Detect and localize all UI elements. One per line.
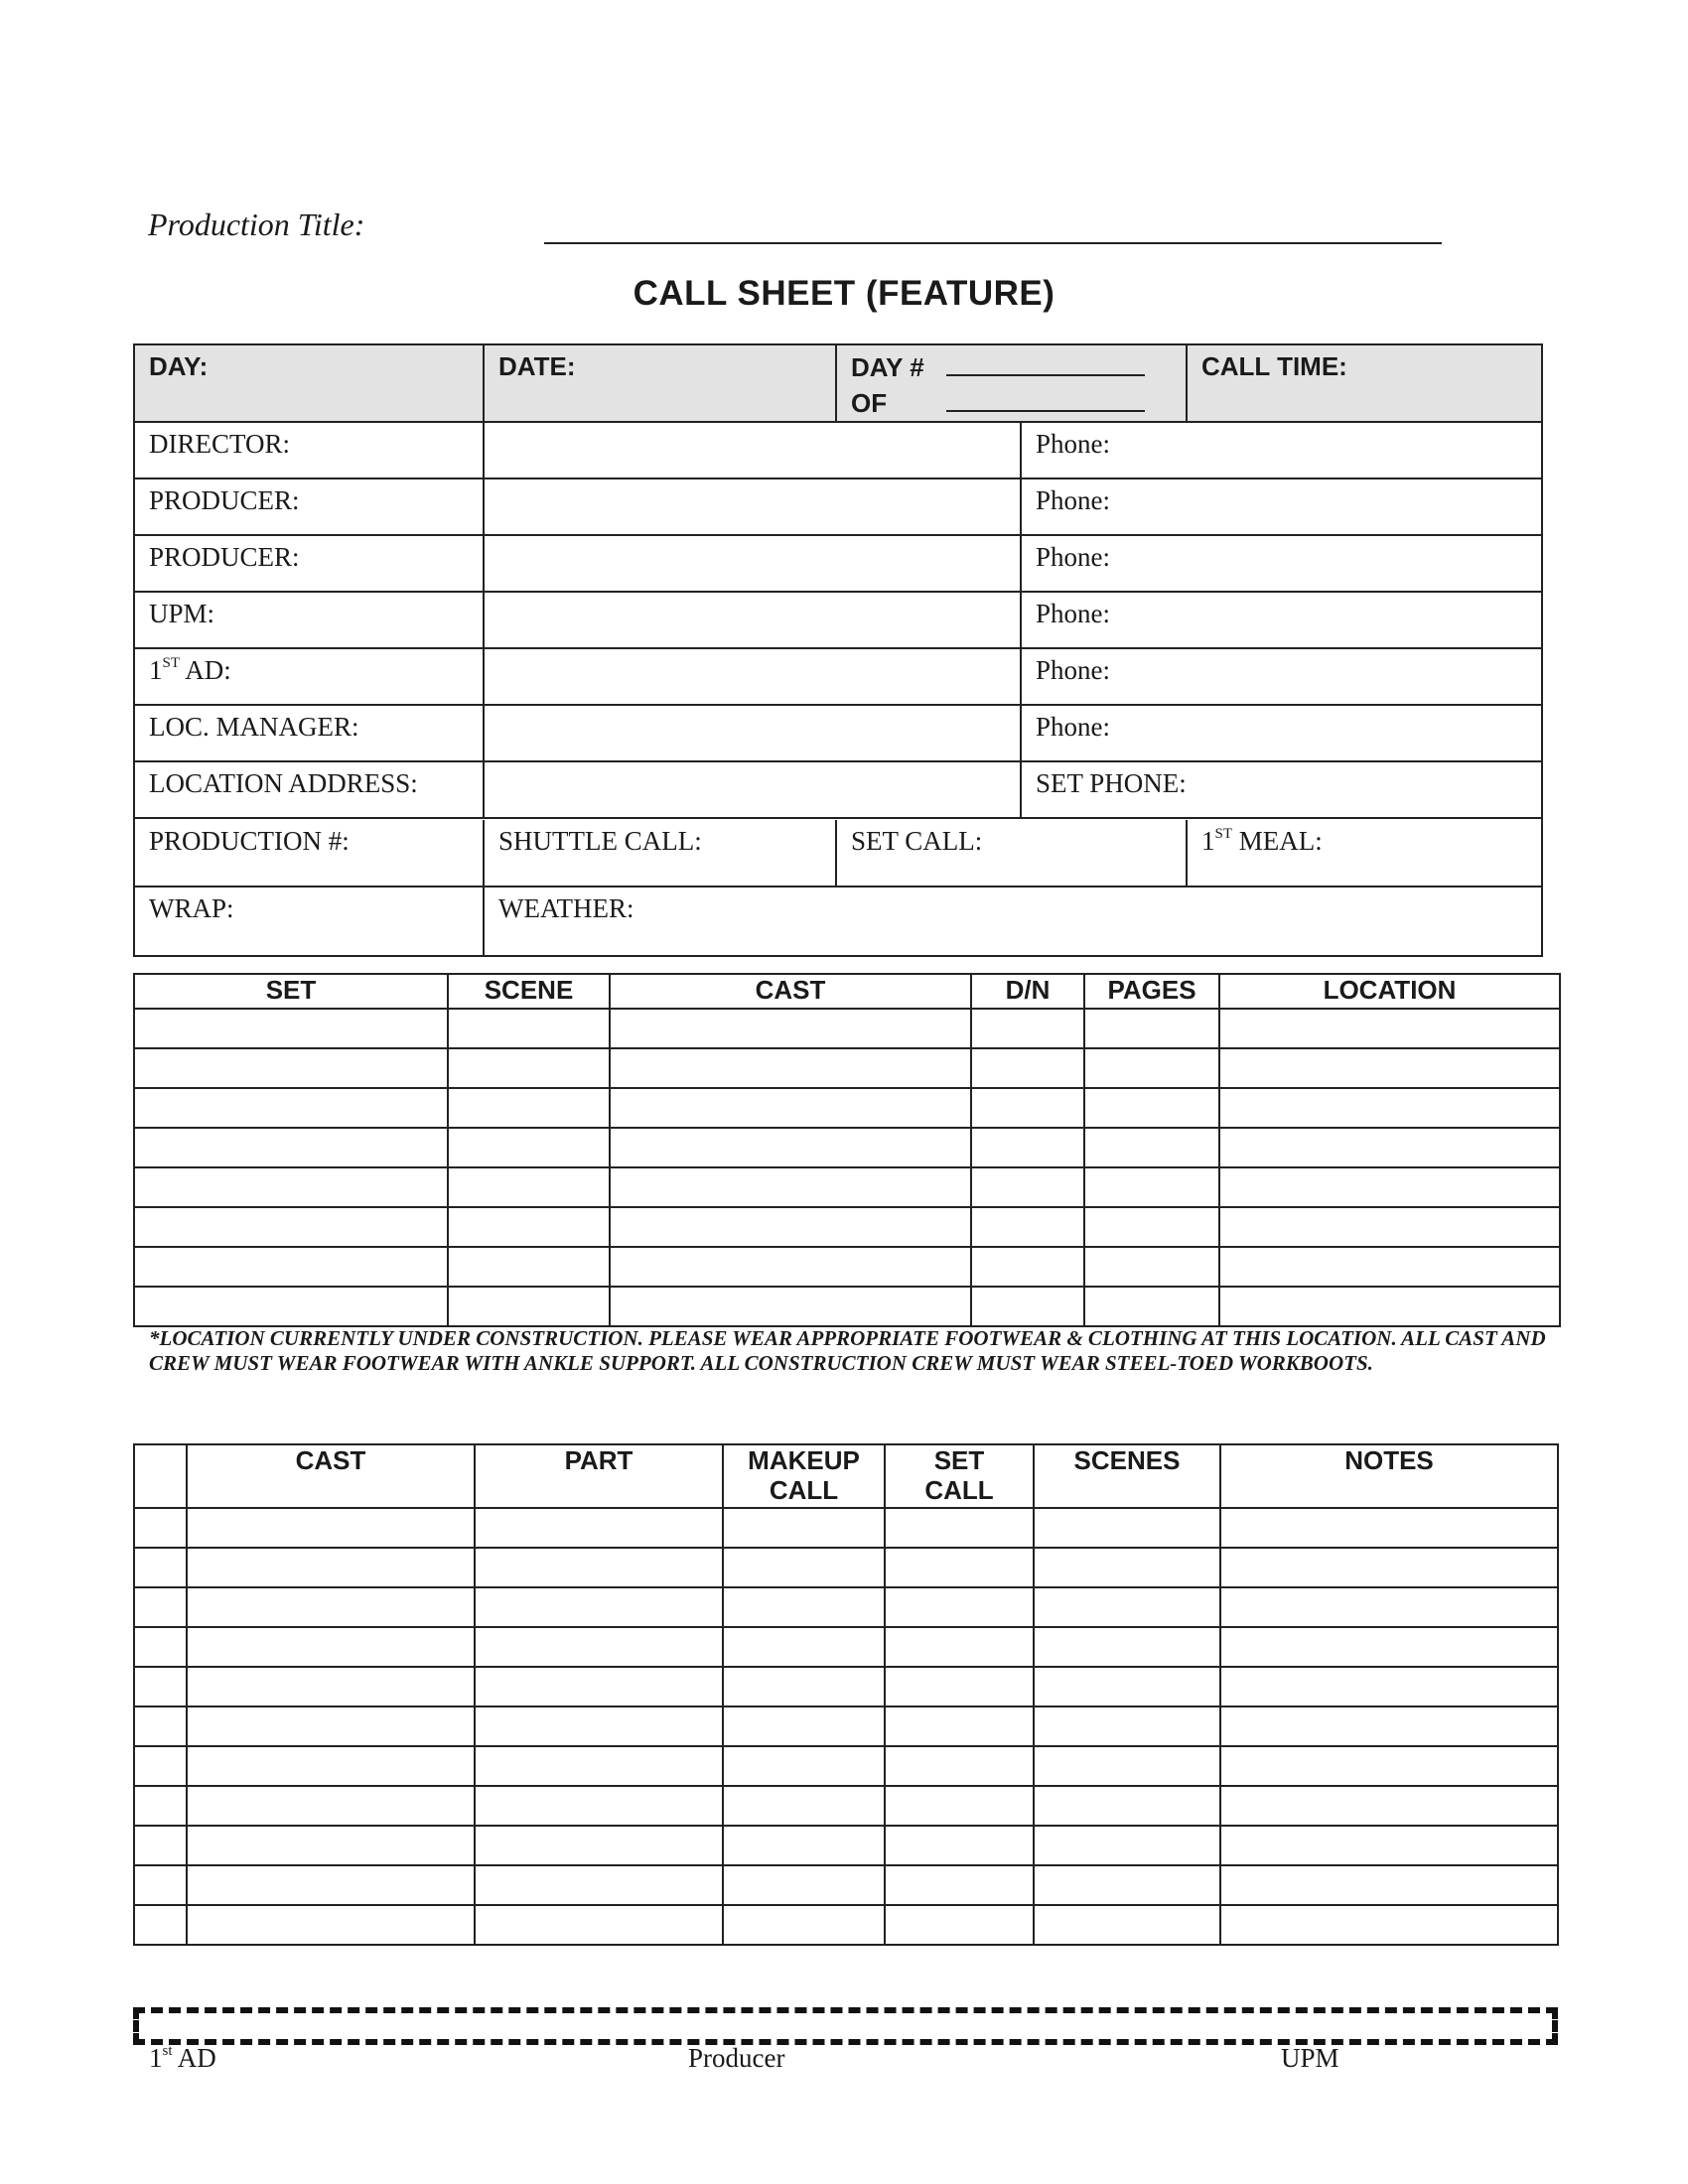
first-ad-signature-label: 1st AD xyxy=(149,2043,216,2073)
phone-label: SET PHONE: xyxy=(1036,768,1187,798)
column-header: PART xyxy=(475,1444,723,1508)
table-cell[interactable] xyxy=(475,1826,723,1865)
shuttle-call-cell[interactable] xyxy=(485,820,837,887)
call-info-table xyxy=(133,343,1543,957)
phone-label: Phone: xyxy=(1036,655,1111,685)
set-call-cell[interactable] xyxy=(837,820,1188,887)
table-cell[interactable] xyxy=(475,1905,723,1945)
table-cell[interactable] xyxy=(187,1667,475,1706)
table-cell[interactable] xyxy=(187,1548,475,1587)
table-cell[interactable] xyxy=(187,1786,475,1826)
table-cell[interactable] xyxy=(187,1905,475,1945)
table-cell[interactable] xyxy=(723,1667,885,1706)
table-cell[interactable] xyxy=(134,1207,448,1247)
table-cell[interactable] xyxy=(971,1128,1084,1167)
table-cell[interactable] xyxy=(134,1287,448,1326)
scene-row xyxy=(134,1167,1560,1207)
table-cell[interactable] xyxy=(885,1627,1034,1667)
contact-name-field[interactable] xyxy=(485,706,1022,762)
table-cell[interactable] xyxy=(1219,1287,1560,1326)
table-cell[interactable] xyxy=(971,1048,1084,1088)
set-call-label: SET CALL: xyxy=(851,826,983,856)
table-cell[interactable] xyxy=(448,1128,610,1167)
contact-phone-cell[interactable] xyxy=(1022,479,1541,536)
cast-row xyxy=(134,1905,1558,1945)
table-cell[interactable] xyxy=(187,1587,475,1627)
table-cell[interactable] xyxy=(134,1746,187,1786)
table-cell[interactable] xyxy=(448,1247,610,1287)
table-cell[interactable] xyxy=(1219,1128,1560,1167)
table-cell[interactable] xyxy=(1219,1247,1560,1287)
wrap-label: WRAP: xyxy=(149,893,234,923)
contact-role-label: LOC. MANAGER: xyxy=(149,712,359,742)
table-cell[interactable] xyxy=(1220,1627,1558,1667)
contact-name-field[interactable] xyxy=(485,762,1022,819)
table-cell[interactable] xyxy=(885,1786,1034,1826)
table-cell[interactable] xyxy=(1084,1128,1219,1167)
contact-name-field[interactable] xyxy=(485,649,1022,706)
scene-row xyxy=(134,1088,1560,1128)
cast-row xyxy=(134,1508,1558,1548)
table-cell[interactable] xyxy=(187,1706,475,1746)
table-cell[interactable] xyxy=(610,1088,971,1128)
column-header: D/N xyxy=(971,974,1084,1009)
table-cell[interactable] xyxy=(1084,1207,1219,1247)
table-cell[interactable] xyxy=(1220,1865,1558,1905)
contact-role-cell xyxy=(135,593,485,649)
table-cell[interactable] xyxy=(885,1865,1034,1905)
column-header: NOTES xyxy=(1220,1444,1558,1508)
contact-name-field[interactable] xyxy=(485,479,1022,536)
table-cell[interactable] xyxy=(885,1706,1034,1746)
table-cell[interactable] xyxy=(187,1865,475,1905)
wrap-cell[interactable] xyxy=(135,887,485,955)
table-cell[interactable] xyxy=(971,1088,1084,1128)
table-cell[interactable] xyxy=(1220,1905,1558,1945)
cast-row xyxy=(134,1826,1558,1865)
table-cell[interactable] xyxy=(610,1167,971,1207)
table-cell[interactable] xyxy=(610,1048,971,1088)
table-cell[interactable] xyxy=(187,1746,475,1786)
contact-phone-cell[interactable] xyxy=(1022,762,1541,819)
cast-row xyxy=(134,1627,1558,1667)
table-cell[interactable] xyxy=(134,1587,187,1627)
table-cell[interactable] xyxy=(885,1667,1034,1706)
contact-name-field[interactable] xyxy=(485,536,1022,593)
phone-label: Phone: xyxy=(1036,542,1111,572)
production-number-label: PRODUCTION #: xyxy=(149,826,350,856)
day-number-field[interactable] xyxy=(946,356,1145,376)
table-cell[interactable] xyxy=(1034,1508,1220,1548)
table-cell[interactable] xyxy=(475,1746,723,1786)
table-cell[interactable] xyxy=(134,1247,448,1287)
contact-role-label: 1ST AD: xyxy=(149,655,231,685)
table-cell[interactable] xyxy=(723,1865,885,1905)
table-cell[interactable] xyxy=(475,1865,723,1905)
contact-role-cell xyxy=(135,706,485,762)
table-cell[interactable] xyxy=(1034,1826,1220,1865)
contact-role-label: PRODUCER: xyxy=(149,485,300,515)
table-cell[interactable] xyxy=(1084,1048,1219,1088)
scene-row xyxy=(134,1207,1560,1247)
table-cell[interactable] xyxy=(134,1865,187,1905)
scene-row xyxy=(134,1048,1560,1088)
phone-label: Phone: xyxy=(1036,712,1111,742)
table-cell[interactable] xyxy=(1084,1009,1219,1048)
table-cell[interactable] xyxy=(723,1706,885,1746)
phone-label: Phone: xyxy=(1036,599,1111,628)
table-cell[interactable] xyxy=(610,1009,971,1048)
table-cell[interactable] xyxy=(1084,1247,1219,1287)
table-cell[interactable] xyxy=(723,1786,885,1826)
of-total-field[interactable] xyxy=(946,392,1145,412)
table-cell[interactable] xyxy=(134,1048,448,1088)
table-cell[interactable] xyxy=(448,1009,610,1048)
scene-row xyxy=(134,1247,1560,1287)
table-cell[interactable] xyxy=(475,1548,723,1587)
table-cell[interactable] xyxy=(885,1746,1034,1786)
table-cell[interactable] xyxy=(971,1287,1084,1326)
cast-row xyxy=(134,1786,1558,1826)
table-cell[interactable] xyxy=(475,1627,723,1667)
safety-notice: *LOCATION CURRENTLY UNDER CONSTRUCTION. PLEASE WEAR APPROPRIATE FOOTWEAR & CLOTHING AT THIS LOCATION. ALL CAST AND CREW MUST WEAR FOOTWEAR WITH ANKLE SUPPORT. ALL CONSTRUCTION CREW MUST WEAR STEEL-TOED WORKBOOTS. xyxy=(149,1326,1546,1375)
column-header: PAGES xyxy=(1084,974,1219,1009)
table-cell[interactable] xyxy=(885,1587,1034,1627)
signature-box[interactable] xyxy=(133,2007,1558,2045)
table-cell[interactable] xyxy=(448,1167,610,1207)
table-cell[interactable] xyxy=(134,1167,448,1207)
page-title: CALL SHEET (FEATURE) xyxy=(633,274,1055,313)
cast-row xyxy=(134,1587,1558,1627)
contact-role-label: PRODUCER: xyxy=(149,542,300,572)
upm-signature-label: UPM xyxy=(1281,2043,1339,2073)
contact-phone-cell[interactable] xyxy=(1022,423,1541,479)
table-cell[interactable] xyxy=(723,1905,885,1945)
weather-cell[interactable] xyxy=(485,887,1541,955)
cast-row xyxy=(134,1706,1558,1746)
column-header xyxy=(134,1444,187,1508)
contact-role-label: UPM: xyxy=(149,599,215,628)
contact-phone-cell[interactable] xyxy=(1022,649,1541,706)
column-header: SCENES xyxy=(1034,1444,1220,1508)
table-cell[interactable] xyxy=(1220,1667,1558,1706)
table-cell[interactable] xyxy=(1084,1167,1219,1207)
table-cell[interactable] xyxy=(134,1548,187,1587)
table-cell[interactable] xyxy=(610,1207,971,1247)
table-cell[interactable] xyxy=(1034,1786,1220,1826)
cast-row xyxy=(134,1548,1558,1587)
scene-row xyxy=(134,1287,1560,1326)
table-cell[interactable] xyxy=(134,1508,187,1548)
contact-role-cell xyxy=(135,649,485,706)
table-cell[interactable] xyxy=(448,1088,610,1128)
table-cell[interactable] xyxy=(971,1207,1084,1247)
table-cell[interactable] xyxy=(475,1706,723,1746)
table-cell[interactable] xyxy=(134,1128,448,1167)
table-cell[interactable] xyxy=(1034,1746,1220,1786)
contact-role-label: DIRECTOR: xyxy=(149,429,291,459)
weather-label: WEATHER: xyxy=(498,893,634,923)
table-cell[interactable] xyxy=(971,1167,1084,1207)
column-header: MAKEUP CALL xyxy=(723,1444,885,1508)
column-header: SET xyxy=(134,974,448,1009)
first-meal-cell[interactable] xyxy=(1188,820,1541,887)
table-cell[interactable] xyxy=(885,1826,1034,1865)
table-cell[interactable] xyxy=(1034,1905,1220,1945)
scene-row xyxy=(134,1128,1560,1167)
table-cell[interactable] xyxy=(134,1009,448,1048)
table-cell[interactable] xyxy=(1219,1167,1560,1207)
table-cell[interactable] xyxy=(134,1088,448,1128)
table-cell[interactable] xyxy=(885,1548,1034,1587)
table-cell[interactable] xyxy=(1034,1706,1220,1746)
table-cell[interactable] xyxy=(723,1826,885,1865)
producer-signature-label: Producer xyxy=(688,2043,785,2073)
table-cell[interactable] xyxy=(134,1786,187,1826)
day-cell[interactable] xyxy=(135,345,485,423)
table-cell[interactable] xyxy=(723,1627,885,1667)
contact-name-field[interactable] xyxy=(485,423,1022,479)
contact-phone-cell[interactable] xyxy=(1022,536,1541,593)
table-cell[interactable] xyxy=(1034,1865,1220,1905)
column-header: CAST xyxy=(610,974,971,1009)
table-cell[interactable] xyxy=(723,1548,885,1587)
production-number-cell[interactable] xyxy=(135,820,485,887)
table-cell[interactable] xyxy=(187,1627,475,1667)
table-cell[interactable] xyxy=(1034,1627,1220,1667)
table-cell[interactable] xyxy=(187,1826,475,1865)
phone-label: Phone: xyxy=(1036,429,1111,459)
table-cell[interactable] xyxy=(723,1746,885,1786)
table-cell[interactable] xyxy=(134,1627,187,1667)
table-cell[interactable] xyxy=(610,1247,971,1287)
table-cell[interactable] xyxy=(1220,1548,1558,1587)
table-cell[interactable] xyxy=(187,1508,475,1548)
table-cell[interactable] xyxy=(475,1508,723,1548)
day-number-label: DAY # xyxy=(851,352,924,382)
table-cell[interactable] xyxy=(448,1287,610,1326)
contact-role-cell xyxy=(135,479,485,536)
column-header: CAST xyxy=(187,1444,475,1508)
table-cell[interactable] xyxy=(448,1207,610,1247)
date-label: DATE: xyxy=(498,351,576,381)
table-cell[interactable] xyxy=(885,1508,1034,1548)
call-time-cell[interactable] xyxy=(1188,345,1541,423)
table-cell[interactable] xyxy=(723,1508,885,1548)
table-cell[interactable] xyxy=(885,1905,1034,1945)
table-cell[interactable] xyxy=(1219,1207,1560,1247)
production-title-label: Production Title: xyxy=(148,206,365,242)
shuttle-call-label: SHUTTLE CALL: xyxy=(498,826,702,856)
column-header: SET CALL xyxy=(885,1444,1034,1508)
cast-row xyxy=(134,1865,1558,1905)
table-cell[interactable] xyxy=(1219,1009,1560,1048)
call-time-label: CALL TIME: xyxy=(1201,351,1347,381)
table-cell[interactable] xyxy=(1084,1088,1219,1128)
table-cell[interactable] xyxy=(134,1826,187,1865)
table-cell[interactable] xyxy=(1219,1088,1560,1128)
table-cell[interactable] xyxy=(134,1905,187,1945)
day-label: DAY: xyxy=(149,351,209,381)
scene-schedule-table xyxy=(133,973,1561,1327)
table-cell[interactable] xyxy=(971,1009,1084,1048)
table-cell[interactable] xyxy=(723,1587,885,1627)
table-cell[interactable] xyxy=(475,1786,723,1826)
column-header: SCENE xyxy=(448,974,610,1009)
contact-role-cell xyxy=(135,762,485,819)
contact-role-cell xyxy=(135,423,485,479)
contact-name-field[interactable] xyxy=(485,593,1022,649)
of-label: OF xyxy=(851,388,888,418)
table-cell[interactable] xyxy=(475,1667,723,1706)
contact-phone-cell[interactable] xyxy=(1022,706,1541,762)
table-cell[interactable] xyxy=(1034,1587,1220,1627)
table-cell[interactable] xyxy=(1220,1746,1558,1786)
table-cell[interactable] xyxy=(1220,1587,1558,1627)
cast-call-table xyxy=(133,1443,1559,1946)
phone-label: Phone: xyxy=(1036,485,1111,515)
column-header: LOCATION xyxy=(1219,974,1560,1009)
table-cell[interactable] xyxy=(1220,1786,1558,1826)
contact-role-cell xyxy=(135,536,485,593)
table-cell[interactable] xyxy=(1220,1508,1558,1548)
table-cell[interactable] xyxy=(475,1587,723,1627)
table-cell[interactable] xyxy=(610,1287,971,1326)
table-cell[interactable] xyxy=(610,1128,971,1167)
table-cell[interactable] xyxy=(1220,1706,1558,1746)
table-cell[interactable] xyxy=(134,1706,187,1746)
table-cell[interactable] xyxy=(1219,1048,1560,1088)
table-cell[interactable] xyxy=(1034,1667,1220,1706)
contact-phone-cell[interactable] xyxy=(1022,593,1541,649)
scene-row xyxy=(134,1009,1560,1048)
table-cell[interactable] xyxy=(971,1247,1084,1287)
table-cell[interactable] xyxy=(448,1048,610,1088)
table-cell[interactable] xyxy=(1220,1826,1558,1865)
day-number-cell xyxy=(837,345,1188,423)
contact-role-label: LOCATION ADDRESS: xyxy=(149,768,418,798)
cast-row xyxy=(134,1746,1558,1786)
production-title-field[interactable] xyxy=(544,242,1442,244)
table-cell[interactable] xyxy=(1034,1548,1220,1587)
table-cell[interactable] xyxy=(1084,1287,1219,1326)
first-meal-label: 1ST MEAL: xyxy=(1201,826,1323,856)
table-cell[interactable] xyxy=(134,1667,187,1706)
cast-row xyxy=(134,1667,1558,1706)
date-cell[interactable] xyxy=(485,345,837,423)
